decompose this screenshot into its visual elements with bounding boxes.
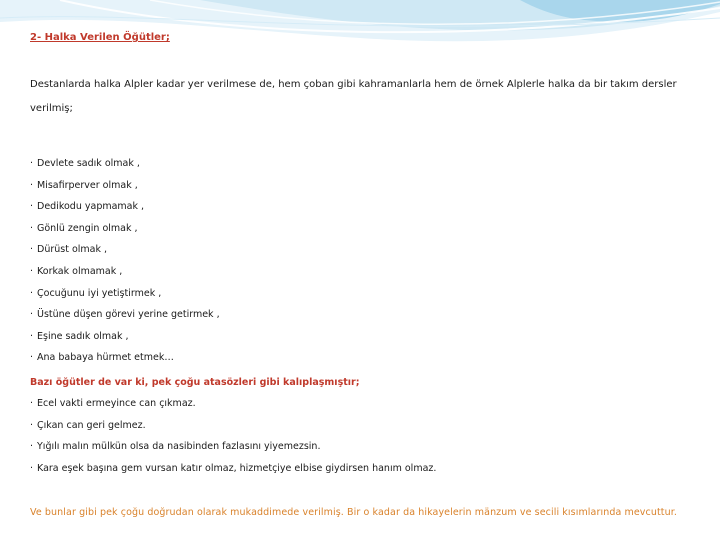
list-item-text: Dürüst olmak , — [37, 244, 108, 256]
list-item — [30, 158, 220, 180]
list-item — [30, 244, 220, 266]
intro-paragraph: Destanlarda halka Alpler kadar yer verilmese de, hem çoban gibi kahramanlarla hem de örnek Alplerle halka da bir takım dersler verilmiş; — [30, 79, 677, 114]
list-item — [30, 441, 436, 463]
proverbs-heading: Bazı öğütler de var ki, pek çoğu atasözleri gibi kalıplaşmıştır; — [30, 377, 360, 388]
bullet-icon: · — [30, 244, 34, 256]
list-item — [30, 223, 220, 245]
bullet-icon: · — [30, 158, 34, 169]
list-item — [30, 420, 436, 442]
advice-list — [30, 158, 220, 374]
bullet-icon: · — [30, 419, 34, 431]
bullet-icon: · — [30, 179, 34, 191]
list-item-text: Ecel vakti ermeyince can çıkmaz. — [37, 398, 196, 409]
bullet-icon: · — [30, 330, 34, 342]
list-item-text: Eşine sadık olmak , — [37, 330, 129, 342]
list-item — [30, 309, 220, 331]
list-item — [30, 352, 220, 374]
list-item — [30, 398, 436, 420]
list-item — [30, 180, 220, 202]
bullet-icon: · — [30, 265, 34, 277]
list-item-text: Yığılı malın mülkün olsa da nasibinden fazlasını yiyemezsin. — [37, 441, 321, 453]
list-item-text: Gönlü zengin olmak , — [37, 222, 138, 234]
list-item-text: Ana babaya hürmet etmek… — [37, 352, 174, 364]
section-heading: 2- Halka Verilen Öğütler; — [30, 32, 170, 43]
list-item — [30, 463, 436, 485]
bullet-icon: · — [30, 352, 34, 364]
list-item-text: Devlete sadık olmak , — [37, 158, 140, 169]
bullet-icon: · — [30, 309, 34, 321]
bullet-icon: · — [30, 398, 34, 409]
list-item-text: Dedikodu yapmamak , — [37, 201, 145, 213]
list-item-text: Korkak olmamak , — [37, 265, 123, 277]
list-item — [30, 331, 220, 353]
bullet-icon: · — [30, 222, 34, 234]
closing-paragraph: Ve bunlar gibi pek çoğu doğrudan olarak mukaddimede verilmiş. Bir o kadar da hikayelerin mänzum ve secili kısımlarında mevcuttur. — [30, 507, 677, 518]
list-item-text: Çocuğunu iyi yetiştirmek , — [37, 287, 162, 299]
list-item-text: Kara eşek başına gem vursan katır olmaz, hizmetçiye elbise giydirsen hanım olmaz. — [37, 462, 437, 474]
list-item — [30, 201, 220, 223]
bullet-icon: · — [30, 441, 34, 453]
bullet-icon: · — [30, 287, 34, 299]
proverbs-list — [30, 398, 436, 484]
bullet-icon: · — [30, 462, 34, 474]
list-item-text: Misafirperver olmak , — [37, 179, 138, 191]
list-item-text: Üstüne düşen görevi yerine getirmek , — [37, 309, 220, 321]
list-item — [30, 266, 220, 288]
list-item — [30, 288, 220, 310]
list-item-text: Çıkan can geri gelmez. — [37, 419, 146, 431]
bullet-icon: · — [30, 201, 34, 213]
